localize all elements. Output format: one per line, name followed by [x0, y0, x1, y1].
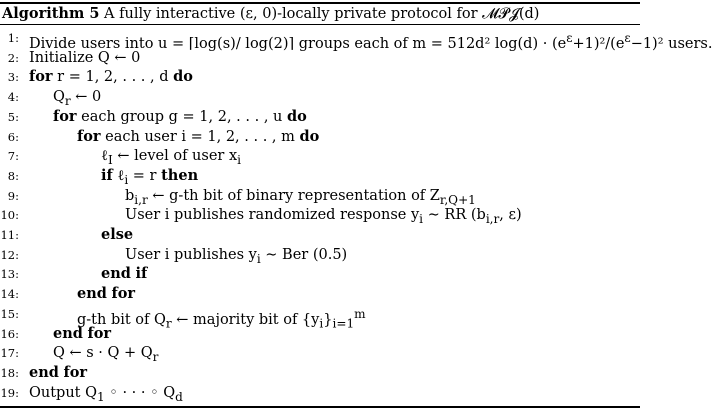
- line-code: else: [101, 226, 134, 243]
- algorithm-line: [0, 384, 640, 403]
- line-code: for r = 1, 2, . . . , d do: [29, 68, 193, 86]
- algorithm-line: [0, 49, 640, 68]
- line-number: 14:: [0, 287, 19, 302]
- algorithm-line: [0, 68, 640, 87]
- line-code: User i publishes $y_i$ ∼ Ber (0.5): [125, 246, 348, 266]
- algorithm-line: [0, 128, 640, 147]
- line-number: 4:: [7, 90, 19, 105]
- line-number: 18:: [0, 365, 19, 380]
- algorithm-line: [0, 167, 640, 186]
- line-code: ℓ$_I$ ← level of user $x_i$: [101, 148, 241, 168]
- line-code: Output $Q_1$ ◦ · · · ◦ $Q_d$: [29, 384, 183, 404]
- algorithm-line: [0, 88, 640, 107]
- algorithm-line: [0, 305, 640, 331]
- line-number: 3:: [7, 70, 19, 85]
- line-number: 1:: [7, 31, 19, 45]
- line-number: 17:: [0, 346, 19, 361]
- line-number: 5:: [7, 109, 19, 124]
- algorithm-line: [0, 226, 640, 245]
- line-code: if ℓ$_i$ = r then: [101, 166, 199, 187]
- algorithm-line: [0, 187, 640, 206]
- line-number: 19:: [0, 385, 19, 400]
- line-number: 2:: [7, 50, 19, 65]
- line-number: 13:: [0, 267, 19, 282]
- line-number: 9:: [7, 188, 19, 203]
- line-number: 10:: [0, 208, 19, 223]
- line-number: 8:: [7, 168, 19, 183]
- line-number: 7:: [7, 149, 19, 164]
- line-code: for each group g = 1, 2, . . . , u do: [53, 107, 307, 125]
- line-code: end for: [77, 285, 136, 303]
- algorithm-line: [0, 325, 640, 344]
- algorithm-line: [0, 206, 640, 225]
- bottom-rule: [0, 406, 640, 408]
- line-number: 11:: [0, 228, 19, 242]
- algorithm-line: [0, 364, 640, 383]
- algorithm-line: [0, 147, 640, 166]
- line-code: Initialize Q ← 0: [29, 49, 141, 66]
- caption-rule: [0, 24, 640, 25]
- algorithm-label: Algorithm 5: [2, 5, 100, 22]
- line-number: 12:: [0, 247, 19, 262]
- line-code: end for: [53, 324, 112, 342]
- algorithm-title: A fully interactive (ε, 0)-locally private protocol for 𝓜𝓟𝓙(d): [104, 6, 540, 22]
- line-code: $Q_r$ ← 0: [53, 89, 102, 108]
- algorithm-line: [0, 108, 640, 127]
- algorithm-line: [0, 285, 640, 304]
- line-code: end if: [101, 265, 148, 283]
- line-code: end for: [29, 363, 88, 381]
- line-number: 16:: [0, 326, 19, 341]
- line-code: for each user i = 1, 2, . . . , m do: [77, 127, 320, 145]
- algorithm-caption: [2, 4, 539, 24]
- algorithm-line: [0, 344, 640, 363]
- line-code: Q ← $s \cdot Q + Q_r$: [53, 345, 159, 365]
- line-code: $b_{i,r}$ ← g-th bit of binary representation of $Z_{r,Q+1}$: [125, 187, 476, 207]
- algorithm-line: [0, 265, 640, 284]
- line-code: User i publishes randomized response $y_i$ ∼ RR ($b_{i,r}$, ε): [125, 207, 522, 227]
- line-number: 15:: [0, 306, 19, 321]
- algorithm-line: [0, 246, 640, 265]
- line-code: g-th bit of $Q_r$ ← majority bit of $\{y_i\}_{i=1}^m$: [77, 306, 366, 331]
- algorithm-line: [0, 29, 712, 52]
- line-code: Divide users into u = ⌈log(s)/ log(2)⌉ groups each of m = 512d² $\log(d) \cdot (e^\varepsilon+1)^2/(e^\varepsilon-1)^2$ users.: [29, 31, 712, 52]
- line-number: 6:: [7, 129, 19, 144]
